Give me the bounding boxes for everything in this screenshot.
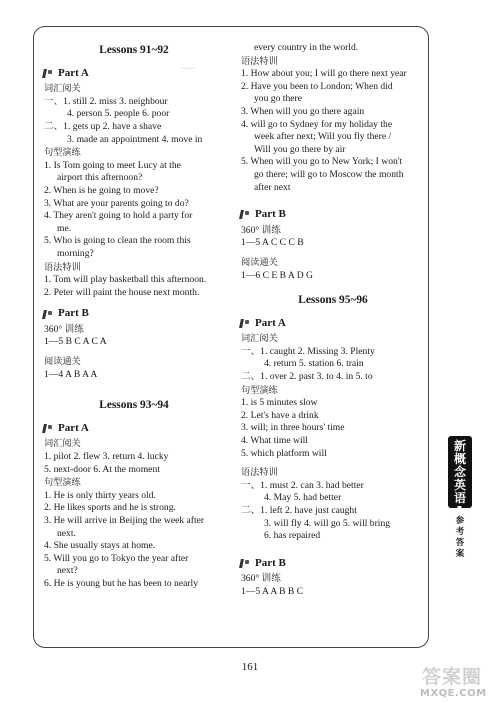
part-marker-icon — [42, 67, 54, 79]
answer-line: 2. Let's have a drink — [241, 409, 319, 421]
part-a-heading: Part A — [42, 422, 224, 435]
part-marker-icon — [239, 208, 251, 220]
lesson-title: Lessons 91~92 — [99, 44, 169, 56]
part-marker-icon — [42, 422, 54, 434]
section-label: 360° 训练 — [241, 224, 281, 236]
answer-line: 二、1. left 2. have just caught — [241, 505, 357, 516]
section-label: 词汇阅关 — [241, 333, 278, 345]
answer-line: 4. person 5. people 6. poor — [67, 108, 170, 120]
answer-line: after next — [254, 181, 291, 193]
part-marker-icon — [239, 557, 251, 569]
answer-line: 6. He is young but he has been to nearly — [44, 577, 198, 589]
section-label: 词汇阅关 — [44, 438, 81, 450]
lesson-title: Lessons 93~94 — [99, 399, 169, 412]
answer-line: 3. What are your parents going to do? — [44, 197, 189, 209]
answer-line: 1—5 B C A C A — [44, 336, 107, 348]
page-number: 161 — [241, 661, 259, 673]
answer-line: 一、1. still 2. miss 3. neighbour — [44, 95, 168, 107]
part-a-heading: Part A — [42, 67, 224, 80]
section-label: 词汇阅关 — [44, 83, 81, 95]
watermark-text: 答案圈 — [422, 666, 483, 688]
answer-line: every country in the world. — [254, 42, 359, 53]
answer-line: 5. When will you go to New York; I won't — [241, 156, 403, 168]
part-a-heading: Part A — [239, 317, 425, 330]
answer-line: 3. will; in three hours' time — [241, 422, 345, 434]
answer-line: go there; will go to Moscow the month — [254, 168, 404, 180]
answer-line: airport this afternoon? — [57, 172, 143, 184]
answer-line: 二、1. gets up 2. have a shave — [44, 120, 162, 132]
answer-line: 4. She usually stays at home. — [44, 540, 156, 552]
section-label: 语法特训 — [241, 55, 278, 67]
answer-line: 3. He will arrive in Beijing the week after — [44, 515, 205, 526]
answer-line: 一、1. caught 2. Missing 3. Plenty — [241, 345, 375, 357]
section-label: 句型演练 — [44, 477, 81, 489]
part-b-heading: Part B — [239, 208, 425, 221]
part-marker-icon — [42, 308, 54, 320]
answer-line: 1. He is only thirty years old. — [44, 489, 156, 501]
answer-line: 1. is 5 minutes slow — [241, 397, 318, 409]
answer-line: 1. pilot 2. flew 3. return 4. lucky — [44, 451, 169, 463]
answer-line: 1. Is Tom going to meet Lucy at the — [44, 159, 181, 171]
part-b-heading: Part B — [239, 557, 425, 570]
section-label: 句型演练 — [44, 147, 81, 159]
watermark-logo — [416, 662, 500, 702]
section-label: 句型演练 — [241, 384, 278, 396]
answer-line: 2. Peter will paint the house next month. — [44, 286, 200, 298]
answer-line: you go there — [254, 93, 302, 105]
part-b-heading: Part B — [42, 307, 224, 320]
book-title-text: 新概念英语1 — [454, 439, 467, 518]
answer-line: 5. which platform will — [241, 447, 327, 459]
answer-line: 3. When will you go there again — [241, 105, 365, 117]
answer-line: 一、1. must 2. can 3. had better — [241, 479, 364, 491]
section-label: 阅读通关 — [241, 256, 278, 268]
answer-line: next? — [57, 565, 78, 577]
section-label: 360° 训练 — [44, 323, 84, 335]
answer-line: 4. What time will — [241, 435, 308, 447]
right-column — [241, 42, 425, 599]
answer-line: 2. He likes sports and he is strong. — [44, 502, 176, 514]
answer-line: 2. Have you been to London; When did — [241, 80, 393, 92]
lesson-title: Lessons 95~96 — [298, 294, 368, 307]
section-label: 360° 训练 — [241, 573, 281, 585]
part-marker-icon — [239, 317, 251, 329]
answer-line: 5. Will you go to Tokyo the year after — [44, 552, 189, 564]
left-column — [44, 44, 224, 591]
answer-line: Will you go there by air — [254, 143, 346, 155]
answer-line: 1—4 A B A A — [44, 368, 98, 380]
answer-line: 4. May 5. had better — [264, 492, 342, 504]
answer-line: 4. will go to Sydney for my holiday the — [241, 118, 393, 130]
answer-line: 6. has repaired — [264, 530, 321, 542]
answer-line: 5. next-door 6. At the moment — [44, 463, 160, 475]
section-label: 语法特训 — [241, 467, 278, 479]
answer-line: 1—6 C E B A D G — [241, 269, 313, 281]
answer-line: morning? — [57, 247, 94, 259]
answer-line: week after next; Will you fly there / — [254, 131, 392, 143]
answer-line: 3. made an appointment 4. move in — [67, 133, 203, 145]
answer-line: 1. How about you; I will go there next year — [241, 68, 407, 80]
section-label: 阅读通关 — [44, 356, 81, 368]
answer-line: 1—5 A A B B C — [241, 585, 304, 597]
book-title-tab — [448, 436, 472, 518]
answer-line: 4. return 5. station 6. train — [264, 358, 364, 370]
answer-key-label: 参考答案 — [455, 516, 465, 559]
answer-line: 4. They aren't going to hold a party for — [44, 210, 193, 222]
answer-line: 2. When is he going to move? — [44, 184, 159, 196]
answer-line: 1. Tom will play basketball this afternoon. — [44, 274, 207, 286]
background-ghost-text: — — [180, 58, 196, 77]
answer-line: next. — [57, 527, 76, 539]
answer-line: 二、1. over 2. past 3. to 4. in 5. to — [241, 371, 373, 383]
answer-line: 5. Who is going to clean the room this — [44, 235, 191, 247]
answer-line: 1—5 A C C C B — [241, 237, 304, 249]
answer-line: me. — [57, 222, 72, 234]
answer-line: 3. will fly 4. will go 5. will bring — [264, 517, 391, 529]
section-label: 语法特训 — [44, 261, 81, 273]
watermark-url: MXQE.COM — [420, 688, 487, 699]
